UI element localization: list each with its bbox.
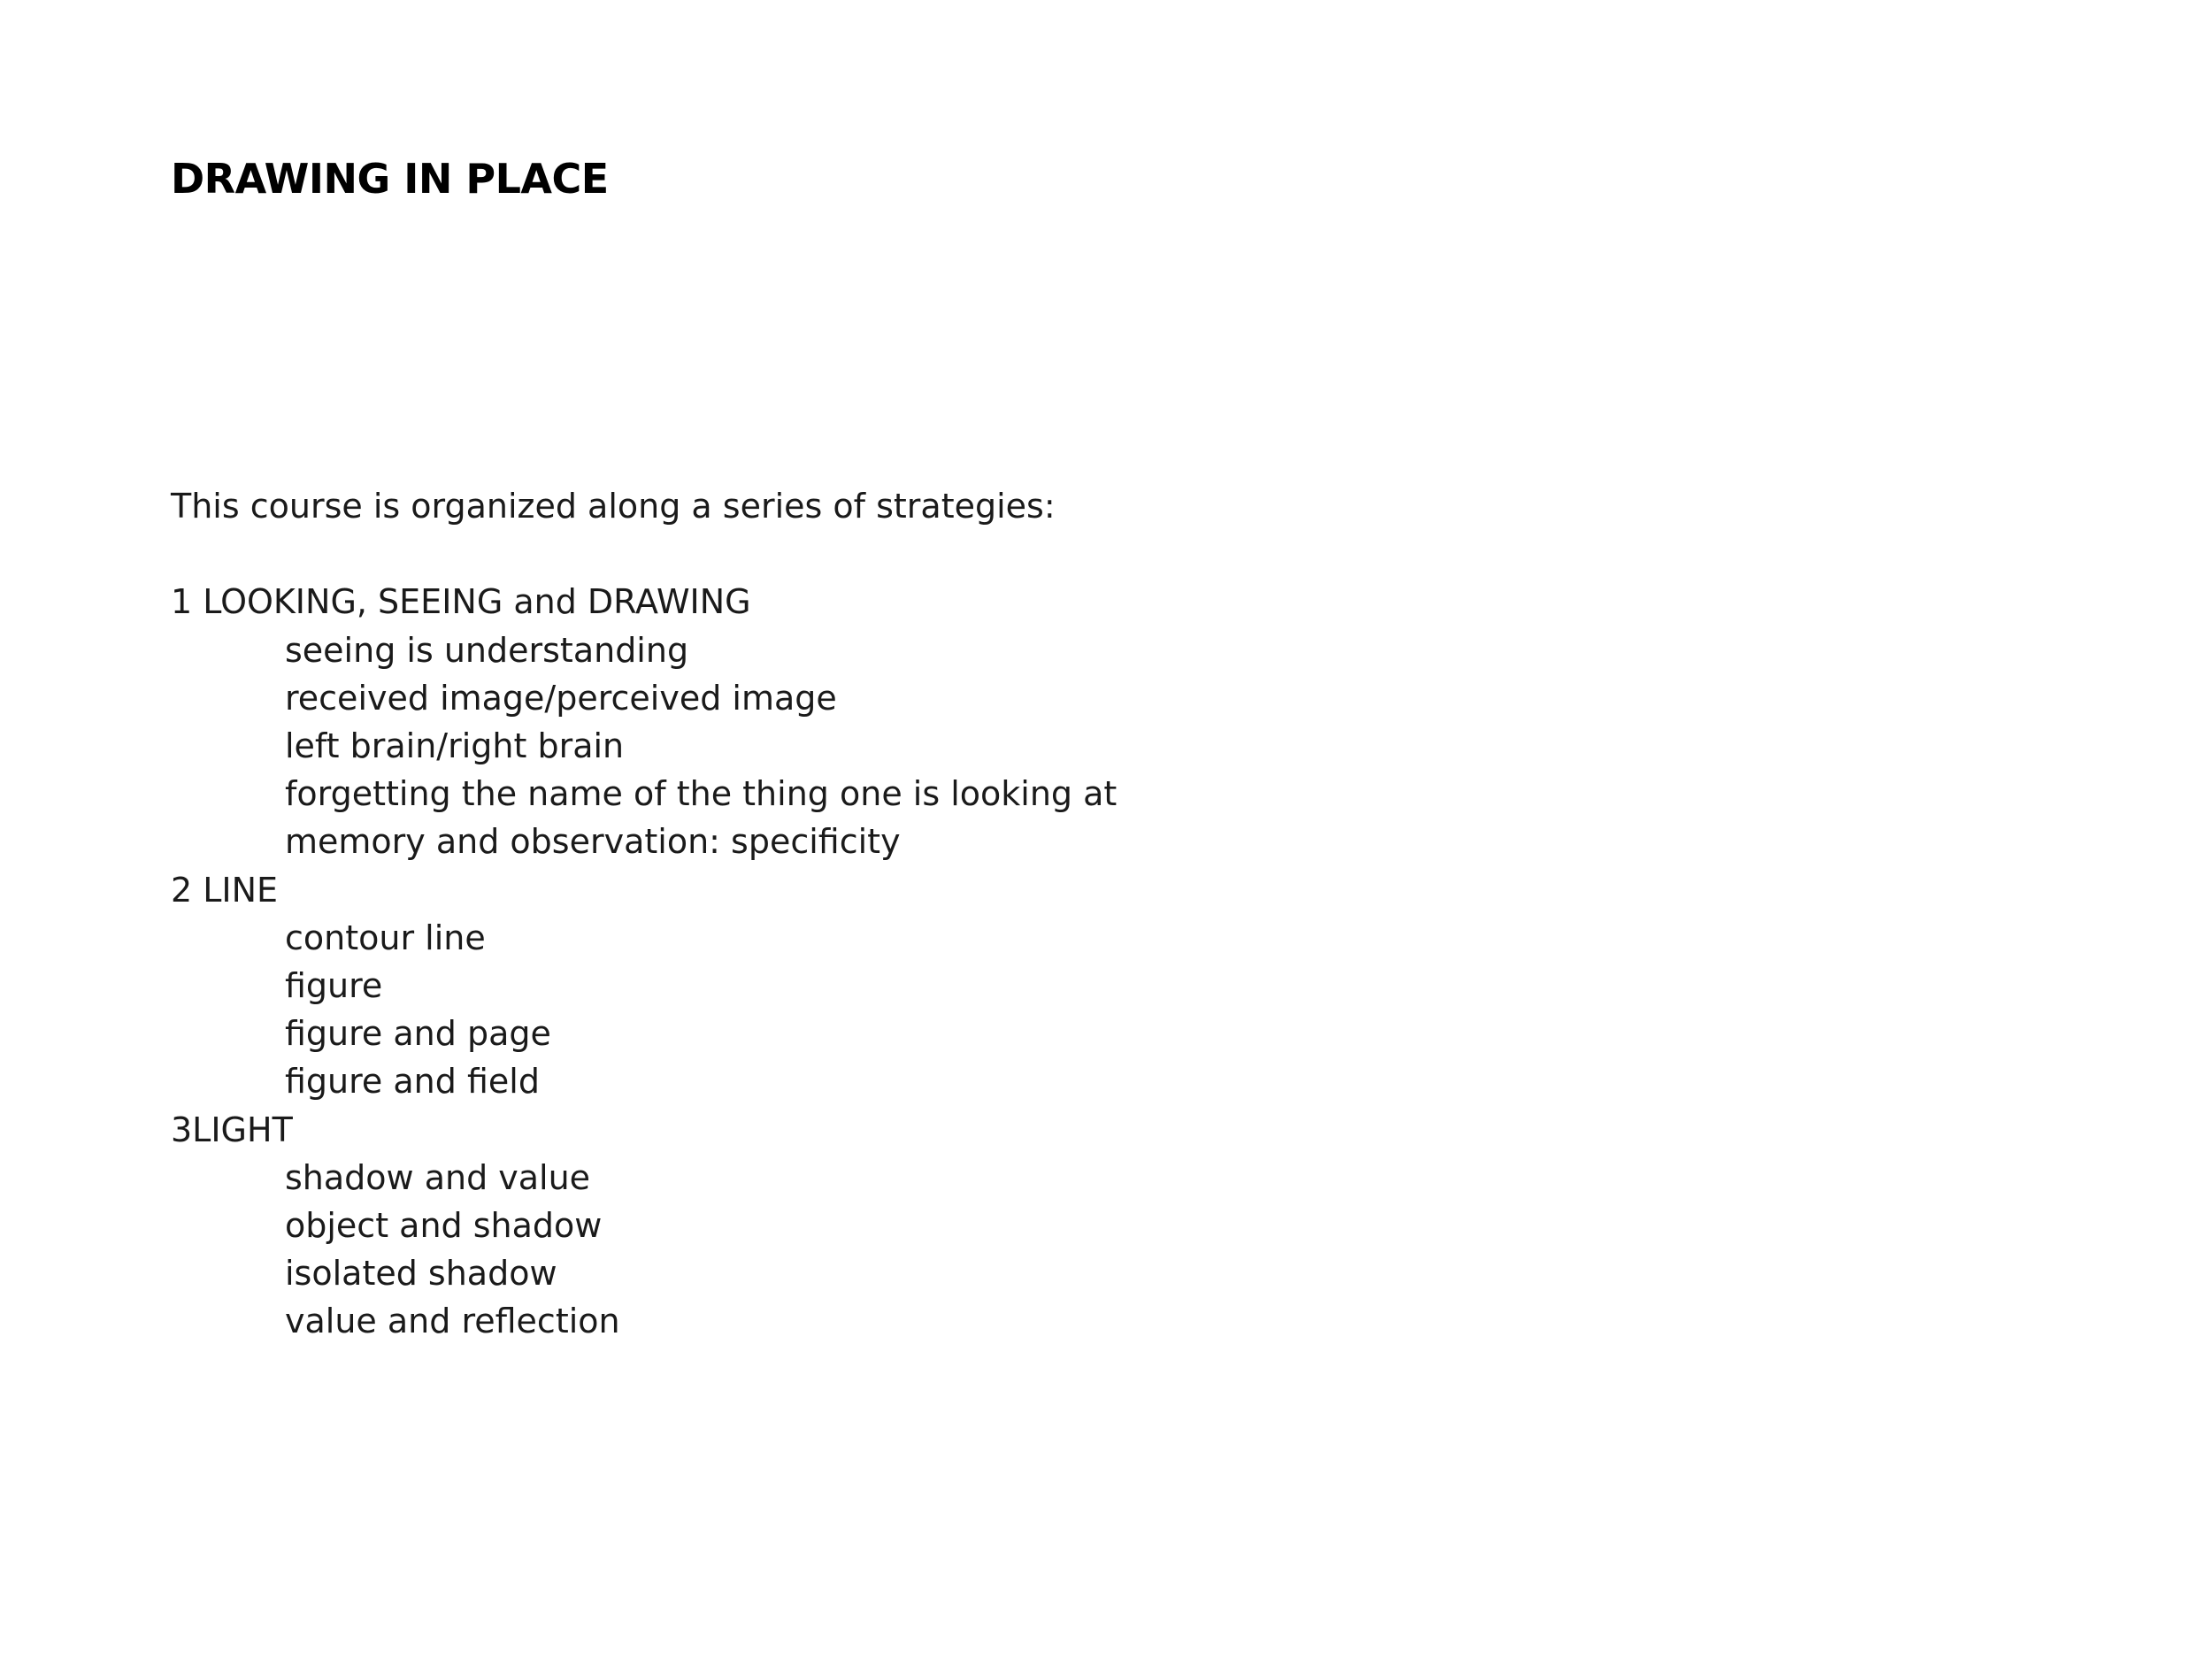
list-item: contour line — [285, 918, 486, 957]
page-title: DRAWING IN PLACE — [171, 155, 609, 203]
list-item: figure and field — [285, 1062, 540, 1102]
section-item-list — [171, 626, 1117, 866]
list-item: forgetting the name of the thing one is looking at — [285, 774, 1118, 814]
section-light — [171, 1106, 1117, 1346]
section-item-list — [171, 914, 1117, 1106]
list-item: object and shadow — [285, 1206, 603, 1246]
list-item: value and reflection — [285, 1302, 620, 1341]
section-heading: 1 LOOKING, SEEING and DRAWING — [171, 582, 751, 622]
document-body — [171, 482, 1117, 1346]
section-line — [171, 866, 1117, 1106]
section-item-list — [171, 1154, 1117, 1346]
section-heading: 2 LINE — [171, 870, 279, 910]
list-item: seeing is understanding — [285, 630, 689, 670]
section-heading: 3LIGHT — [171, 1110, 293, 1149]
list-item: figure and page — [285, 1014, 551, 1054]
list-item: memory and observation: specificity — [285, 822, 901, 862]
list-item: figure — [285, 966, 383, 1006]
list-item: received image/perceived image — [285, 678, 837, 718]
list-item: left brain/right brain — [285, 726, 625, 765]
intro-text: This course is organized along a series of strategies: — [171, 487, 1056, 526]
list-item: shadow and value — [285, 1157, 591, 1197]
section-looking — [171, 578, 1117, 865]
list-item: isolated shadow — [285, 1254, 557, 1294]
